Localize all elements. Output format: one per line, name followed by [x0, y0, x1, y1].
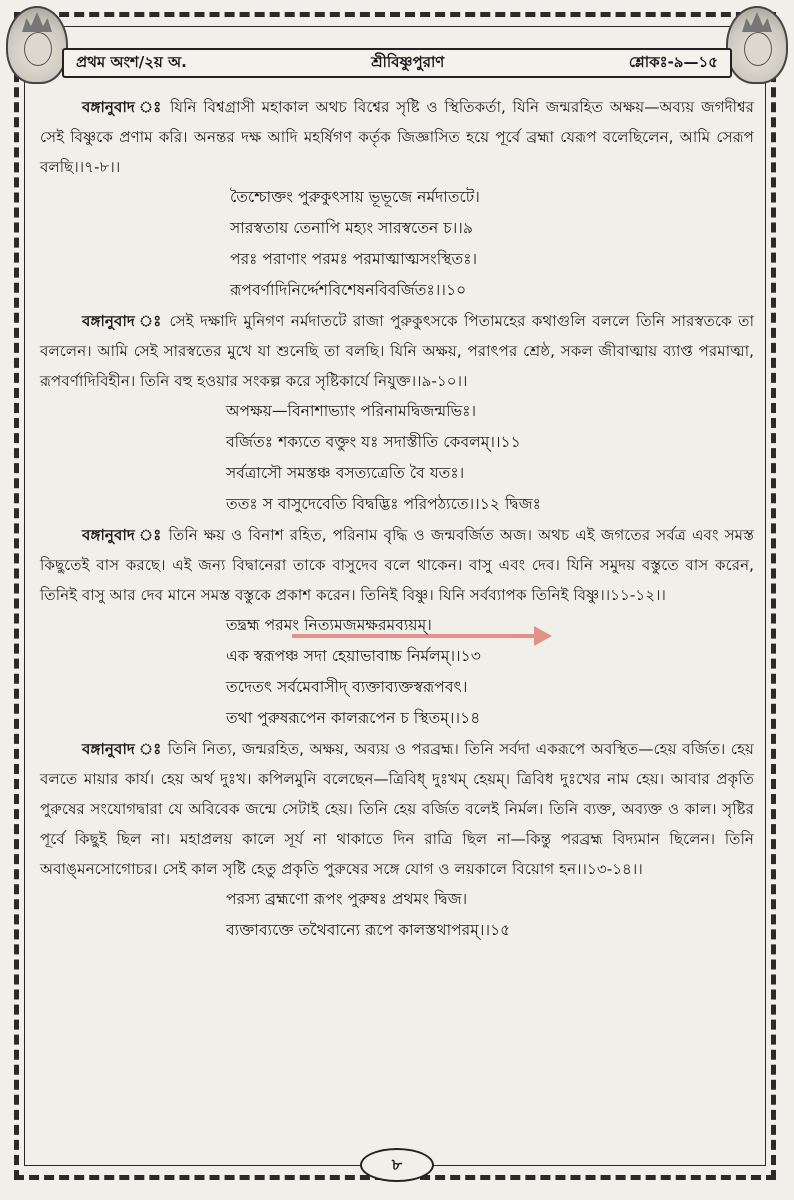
header-section: প্রথম অংশ/২য় অ. — [76, 52, 187, 71]
deity-portrait-icon — [6, 6, 68, 84]
sloka-line: তথা পুরুষরূপেন কালরূপেন চ স্থিতম্।।১৪ — [226, 709, 481, 727]
sloka-line: বর্জিতঃ শক্যতে বক্তুং যঃ সদাস্তীতি কেবলম্।।১১ — [226, 433, 521, 451]
sloka-line: এক স্বরূপঞ্চ সদা হেয়াভাবাচ্চ নির্মলম্।।১৩ — [226, 647, 481, 665]
translation-label: বঙ্গানুবাদ ঃ — [82, 98, 164, 116]
header-sloka-range: শ্লোকঃ-৯—১৫ — [628, 52, 718, 71]
sloka-line: সারস্বতায় তেনাপি মহ্যং সারস্বতেন চ।।৯ — [230, 219, 473, 237]
sloka-block — [40, 182, 754, 306]
translation-paragraph — [40, 92, 754, 182]
translation-text: তিনি ক্ষয় ও বিনাশ রহিত, পরিনাম বৃদ্ধি ও জন্মবর্জিত অজ। অথচ এই জগতের সর্বত্র এবং সমস্ত কিছুতেই বাস করছে। এই জন্য বিদ্বানেরা তাকে বাসুদেব বলে থাকেন। বাসু এবং দেব। যিনি সমুদয় বস্তুতে বাস করেন, তিনিই বাসু আর দেব মানে সমস্ত বস্তুকে প্রকাশ করেন। তিনিই বিষ্ণু। যিনি সর্বব্যাপক তিনিই বিষ্ণু।।১১-১২।। — [40, 526, 754, 604]
translation-label: বঙ্গানুবাদ ঃ — [82, 312, 163, 330]
sloka-line: রূপবর্ণাদিনির্দ্দেশবিশেষনবিবর্জিতঃ।।১০ — [230, 281, 467, 299]
face-icon — [744, 32, 772, 66]
sloka-line: পরঃ পরাণাং পরমঃ পরমাত্মাত্মসংস্থিতঃ। — [230, 250, 478, 268]
sloka-line: অপক্ষয়—বিনাশাভ্যাং পরিনামদ্বিজন্মভিঃ। — [226, 402, 477, 420]
running-header — [62, 48, 732, 78]
face-icon — [24, 32, 52, 66]
sloka-line: ততঃ স বাসুদেবেতি বিদ্বদ্ভিঃ পরিপঠ্যতে।।১২ দ্বিজঃ — [226, 495, 541, 513]
translation-paragraph — [40, 306, 754, 396]
crown-icon — [742, 12, 772, 32]
deity-portrait-icon — [726, 6, 788, 84]
page-body — [40, 92, 754, 946]
sloka-line: তৈশ্চোক্তং পুরুকুৎসায় ভূভূজে নর্মদাতটে। — [230, 188, 480, 206]
translation-label: বঙ্গানুবাদ ঃ — [82, 526, 163, 544]
sloka-line: সর্বত্রাসৌ সমস্তঞ্চ বসত্যত্রেতি বৈ যতঃ। — [226, 464, 465, 482]
sloka-line: তদেতৎ সর্বমেবাসীদ্ ব্যক্তাব্যক্তস্বরূপবৎ। — [226, 678, 468, 696]
translation-paragraph — [40, 520, 754, 610]
sloka-line: ব্যক্তাব্যক্তে তথৈবান্যে রূপে কালস্তথাপরম্।।১৫ — [226, 921, 511, 939]
sloka-line: তদ্ব্রহ্ম পরমং নিত্যমজমক্ষরমব্যয়ম্। — [226, 616, 432, 634]
translation-text: তিনি নিত্য, জন্মরহিত, অক্ষয়, অব্যয় ও পরব্রহ্ম। তিনি সর্বদা একরূপে অবস্থিত—হেয় বর্জিত। হেয় বলতে মায়ার কার্য। হেয় অর্থ দুঃখ। কপিলমুনি বলেছেন—ত্রিবিধ্ দুঃখম্ হেয়ম্। ত্রিবিধ দুঃখের নাম হেয়। আবার প্রকৃতি পুরুষের সংযোগদ্বারা যে অবিবেক জন্মে সেটাই হেয়। তিনি হেয় বর্জিত বলেই নির্মল। তিনি ব্যক্ত, অব্যক্ত ও কাল। সৃষ্টির পূর্বে কিছুই ছিল না। মহাপ্রলয় কালে সূর্য না থাকাতে দিন রাত্রি ছিল না—কিন্তু পরব্রহ্ম বিদ্যমান ছিলেন। তিনি অবাঙ্‌মনসোগোচর। সেই কাল সৃষ্টি হেতু প্রকৃতি পুরুষের সঙ্গে যোগ ও লয়কালে বিয়োগ হন।।১৩-১৪।। — [40, 740, 755, 878]
translation-label: বঙ্গানুবাদ ঃ — [82, 740, 163, 758]
sloka-line: পরস্য ব্রহ্মণো রূপং পুরুষঃ প্রথমং দ্বিজ। — [226, 890, 468, 908]
translation-paragraph — [40, 734, 754, 884]
sloka-block — [40, 884, 754, 946]
sloka-block — [40, 610, 754, 734]
crown-icon — [22, 12, 52, 32]
translation-text: সেই দক্ষাদি মুনিগণ নর্মদাতটে রাজা পুরুকুৎসকে পিতামহের কথাগুলি বললে তিনি সারস্বতকে তা বললেন। আমি সেই সারস্বতের মুখে যা শুনেছি তা বলছি। যিনি অক্ষয়, পরাৎপর শ্রেষ্ঠ, সকল জীবাত্মায় ব্যাপ্ত পরমাত্মা, রূপবর্ণাদিবিহীন। তিনি বহু হওয়ার সংকল্প করে সৃষ্টিকার্যে নিযুক্ত।।৯-১০।। — [40, 312, 754, 390]
translation-text: যিনি বিশ্বগ্রাসী মহাকাল অথচ বিশ্বের সৃষ্টি ও স্থিতিকর্তা, যিনি জন্মরহিত অক্ষয়—অব্যয় জগদীশ্বর সেই বিষ্ণুকে প্রণাম করি। অনন্তর দক্ষ আদি মহর্ষিগণ কর্তৃক জিজ্ঞাসিত হয়ে পূর্বে ব্রহ্মা যেরূপ বলেছিলেন, আমি সেরূপ বলছি।।৭-৮।। — [40, 98, 755, 176]
header-book-title: শ্রীবিষ্ণুপুরাণ — [371, 52, 445, 71]
sloka-block — [40, 396, 754, 520]
page-number: ৮ — [360, 1148, 434, 1182]
